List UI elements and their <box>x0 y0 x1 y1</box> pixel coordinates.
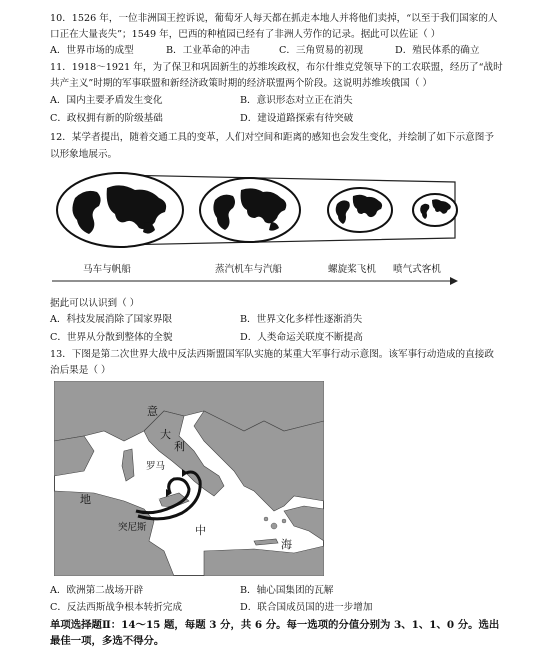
q10-stem-line2: 口正在大量丧失”；1549 年，巴西的种植园已经有了非洲人劳作的记录。据此可以佐证（ ） <box>50 29 441 40</box>
globe-shrink-figure <box>55 170 465 250</box>
era-label-carriage-sailboat: 马车与帆船 <box>83 264 131 275</box>
map-label-rome: 罗马 <box>146 461 166 472</box>
map-label-africa: 地 <box>80 493 91 506</box>
q12-stem-line1: 12．某学者提出，随着交通工具的变革，人们对空间和距离的感知也会发生变化，并绘制了如下示意图予 <box>50 132 494 143</box>
era-label-jet-airliner: 喷气式客机 <box>393 264 441 275</box>
globe-3 <box>328 188 392 232</box>
q11-option-b: B．意识形态对立正在消失 <box>240 95 353 106</box>
map-label-date-1: 1943.9 <box>138 480 168 490</box>
map-label-date-2: 1943.7 <box>131 496 161 506</box>
q13-option-a: A．欧洲第二战场开辟 <box>50 585 144 596</box>
section-heading-line2: 最佳一项，多选不得分。 <box>50 635 165 647</box>
q11-option-c: C．政权拥有新的阶级基础 <box>50 113 163 124</box>
q10-option-d: D．殖民体系的确立 <box>395 45 480 56</box>
era-label-propeller-plane: 螺旋桨飞机 <box>328 264 376 275</box>
q12-option-b: B．世界文化多样性逐渐消失 <box>240 314 363 325</box>
q10-option-b: B．工业革命的冲击 <box>166 45 250 56</box>
q12-option-c: C．世界从分散到整体的全貌 <box>50 332 173 343</box>
section-heading-line1: 单项选择题Ⅱ：14～15 题，每题 3 分，共 6 分。每一选项的分值分别为 3、1、1、0 分。选出 <box>50 619 500 631</box>
q11-stem-line2: 共产主义”时期的军事联盟和新经济政策时期的经济联盟两个阶段。这说明苏维埃俄国（ ） <box>50 78 433 89</box>
q11-option-d: D．建设道路探索有待突破 <box>240 113 354 124</box>
q13-option-b: B．轴心国集团的瓦解 <box>240 585 334 596</box>
q13-option-d: D．联合国成员国的进一步增加 <box>240 602 373 613</box>
q13-stem-line2: 治后果是（ ） <box>50 365 111 376</box>
map-label-italy-1: 意 <box>147 405 158 418</box>
q12-option-d: D．人类命运关联度不断提高 <box>240 332 363 343</box>
q11-stem-line1: 11．1918～1921 年，为了保卫和巩固新生的苏维埃政权，布尔什维克党领导下的工农联盟，经历了“战时 <box>50 62 503 73</box>
globe-4 <box>413 194 457 226</box>
map-label-italy-3: 利 <box>174 440 185 453</box>
map-label-tunis: 突尼斯 <box>118 522 147 533</box>
q13-stem-line1: 13．下图是第二次世界大战中反法西斯盟国军队实施的某重大军事行动示意图。该军事行动造成的直接政 <box>50 349 494 360</box>
timeline-arrow <box>50 276 460 286</box>
q10-option-c: C．三角贸易的初现 <box>279 45 364 56</box>
globe-2 <box>200 178 300 242</box>
q13-option-c: C．反法西斯战争根本转折完成 <box>50 602 183 613</box>
map-label-sea-2: 海 <box>281 538 292 551</box>
q10-stem-line1: 10．1526 年，一位非洲国王控诉说，葡萄牙人每天都在抓走本地人并将他们卖掉，“以至于我们国家的人 <box>50 13 498 24</box>
map-label-sea-1: 中 <box>195 524 206 537</box>
globe-1 <box>57 173 183 247</box>
q12-stem-line2: 以形象地展示。 <box>50 149 118 160</box>
q10-option-a: A．世界市场的成型 <box>50 45 134 56</box>
era-label-steam: 蒸汽机车与汽船 <box>215 264 283 275</box>
q12-question: 据此可以认识到（ ） <box>50 298 140 309</box>
q12-option-a: A．科技发展消除了国家界限 <box>50 314 173 325</box>
map-label-italy-2: 大 <box>160 428 171 441</box>
q11-option-a: A．国内主要矛盾发生变化 <box>50 95 163 106</box>
